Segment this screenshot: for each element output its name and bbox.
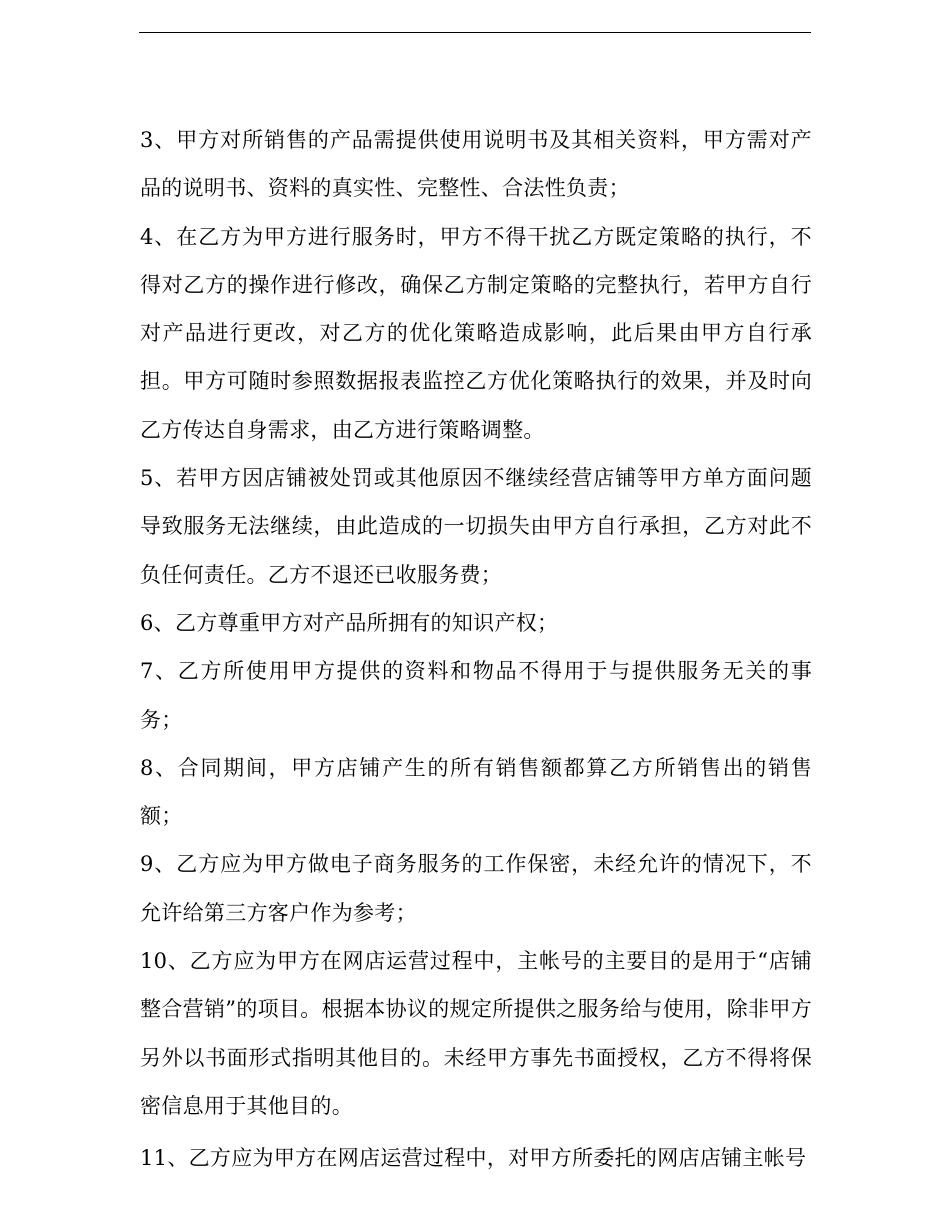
clause-9: 9、乙方应为甲方做电子商务服务的工作保密，未经允许的情况下，不允许给第三方客户作为参考； bbox=[140, 852, 812, 925]
clause-11: 11、乙方应为甲方在网店运营过程中，对甲方所委托的网店店铺主帐号 bbox=[140, 1146, 807, 1171]
clause-10: 10、乙方应为甲方在网店运营过程中，主帐号的主要目的是用于“店铺整合营销”的项目。根据本协议的规定所提供之服务给与使用，除非甲方另外以书面形式指明其他目的。未经甲方事先书面授权，乙方不得将保密信息用于其他目的。 bbox=[140, 949, 812, 1118]
header-rule bbox=[139, 32, 811, 33]
clause-7: 7、乙方所使用甲方提供的资料和物品不得用于与提供服务无关的事务； bbox=[140, 659, 812, 732]
clause-4: 4、在乙方为甲方进行服务时，甲方不得干扰乙方既定策略的执行，不得对乙方的操作进行修改，确保乙方制定策略的完整执行，若甲方自行对产品进行更改，对乙方的优化策略造成影响，此后果由甲方自行承担。甲方可随时参照数据报表监控乙方优化策略执行的效果，并及时向乙方传达自身需求，由乙方进行策略调整。 bbox=[140, 224, 812, 442]
clause-5: 5、若甲方因店铺被处罚或其他原因不继续经营店铺等甲方单方面问题导致服务无法继续，由此造成的一切损失由甲方自行承担，乙方对此不负任何责任。乙方不退还已收服务费； bbox=[140, 466, 812, 587]
clause-6: 6、乙方尊重甲方对产品所拥有的知识产权； bbox=[140, 610, 559, 635]
clause-3: 3、甲方对所销售的产品需提供使用说明书及其相关资料，甲方需对产品的说明书、资料的真实性、完整性、合法性负责； bbox=[140, 128, 812, 201]
clause-8: 8、合同期间，甲方店铺产生的所有销售额都算乙方所销售出的销售额； bbox=[140, 755, 812, 829]
document-body bbox=[140, 116, 812, 1183]
